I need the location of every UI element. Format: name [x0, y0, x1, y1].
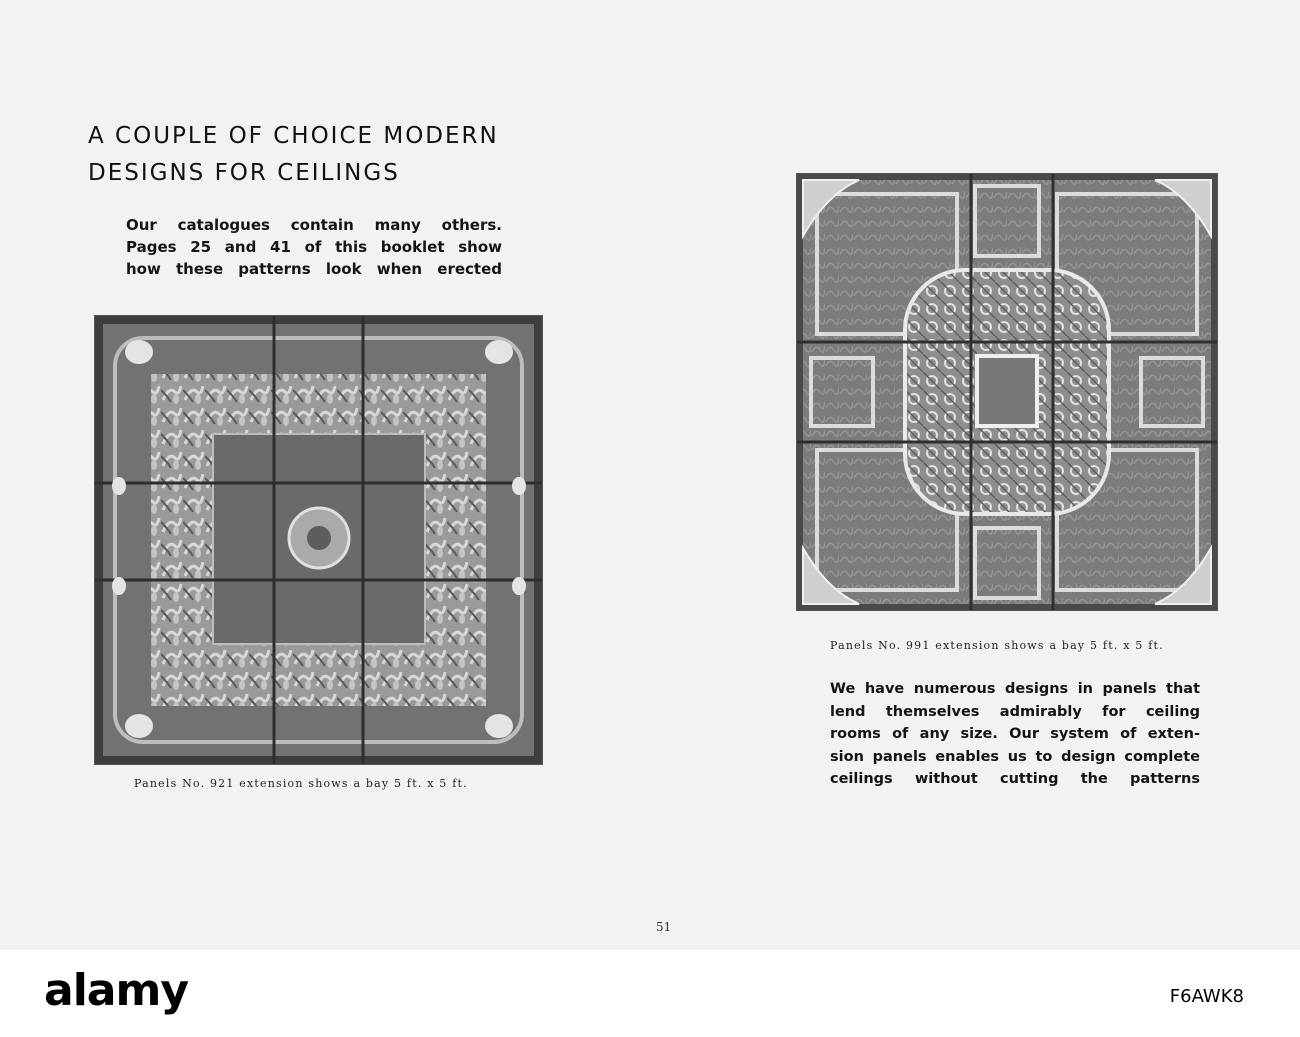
- ceiling-panel-921-image: [95, 316, 542, 764]
- intro-line-1: Our catalogues contain many others.: [126, 216, 502, 234]
- heading-line-2: DESIGNS FOR CEILINGS: [88, 160, 400, 186]
- caption-panel-921: Panels No. 921 extension shows a bay 5 ft. x 5 ft.: [134, 777, 468, 790]
- description-line-1: We have numerous designs in panels that: [830, 681, 1200, 697]
- image-id: F6AWK8: [1169, 986, 1244, 1007]
- page-number: 51: [656, 920, 672, 934]
- alamy-logo: alamy: [44, 965, 188, 1016]
- description-line-4: sion panels enables us to design complete: [830, 748, 1200, 765]
- description-line-5: ceilings without cutting the patterns: [830, 771, 1200, 787]
- intro-line-3: how these patterns look when erected: [126, 260, 502, 278]
- caption-panel-991: Panels No. 991 extension shows a bay 5 ft. x 5 ft.: [830, 639, 1164, 652]
- description-paragraph: [830, 678, 1200, 791]
- intro-paragraph: [126, 214, 502, 280]
- description-line-3: rooms of any size. Our system of exten-: [830, 726, 1200, 742]
- description-line-2: lend themselves admirably for ceiling: [830, 703, 1200, 720]
- watermark-footer: [0, 950, 1300, 1037]
- page-heading: [88, 118, 588, 192]
- intro-line-2: Pages 25 and 41 of this booklet show: [126, 238, 502, 256]
- ceiling-panel-991-image: [797, 174, 1217, 610]
- heading-line-1: A COUPLE OF CHOICE MODERN: [88, 123, 499, 149]
